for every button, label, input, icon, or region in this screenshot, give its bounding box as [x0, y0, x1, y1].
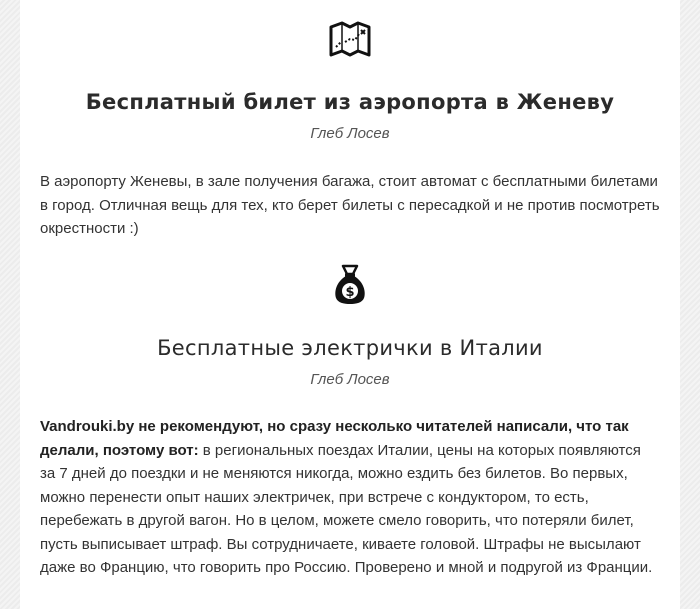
money-bag-icon [20, 262, 680, 306]
article-body: В аэропорту Женевы, в зале получения багажа, стоит автомат с бесплатными билетами в город. Отличная вещь для тех, кто берет билеты с пересадкой и не против посмотреть окрестности :) [40, 173, 660, 237]
article-body [40, 415, 660, 580]
article-author[interactable]: Глеб Лосев [310, 125, 390, 142]
content-card [20, 0, 680, 609]
article-lead-bold: Vandrouki.by не рекомендуют, но сразу несколько читателей написали, что так делали, поэтому вот: [40, 418, 629, 459]
article-body-text: в региональных поездах Италии, цены на которых появляются за 7 дней до поездки и не меняются никогда, можно ездить без билетов. Во первых, можно перенести опыт наших электричек, при встрече с кондуктором, то есть, перебежать в другой вагон. Но в целом, можете смело говорить, что потеряли билет, пусть выписывает штраф. Вы сотрудничаете, киваете головой. Штрафы не высылают даже во Францию, что говорить про Россию. Проверено и мной и подругой из Франции. [40, 441, 653, 576]
article-title[interactable]: Бесплатный билет из аэропорта в Женеву [85, 90, 615, 114]
svg-text:$: $ [345, 285, 355, 300]
article-title[interactable]: Бесплатные электрички в Италии [157, 336, 543, 360]
article-author[interactable]: Глеб Лосев [310, 371, 390, 388]
map-icon [20, 20, 680, 58]
